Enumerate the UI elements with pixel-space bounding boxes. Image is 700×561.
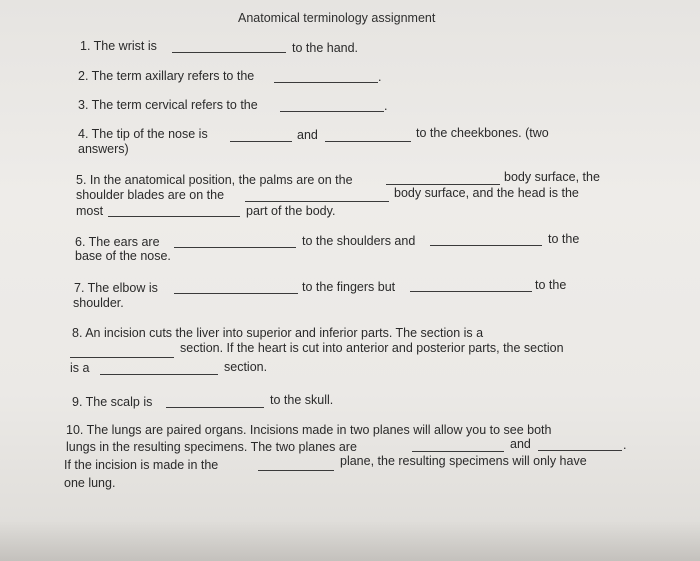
q1-text-end: to the hand. bbox=[292, 41, 359, 55]
q8-line2: section. If the heart is cut into anterior and posterior parts, the section bbox=[180, 341, 564, 355]
q5-line2-end: body surface, and the head is the bbox=[394, 186, 579, 200]
q6-text-to-the: to the bbox=[548, 232, 580, 246]
q10-blank-2[interactable] bbox=[538, 450, 622, 451]
q5-blank-1[interactable] bbox=[386, 184, 500, 185]
q8-blank-2[interactable] bbox=[100, 374, 218, 375]
q4-text-mid: to the cheekbones. (two bbox=[416, 126, 549, 140]
q3-blank[interactable] bbox=[280, 111, 384, 112]
q7-text-start: 7. The elbow is bbox=[74, 281, 158, 295]
q10-blank-1[interactable] bbox=[412, 451, 504, 452]
q10-line4: one lung. bbox=[64, 476, 116, 490]
q5-line3: most bbox=[76, 204, 104, 218]
q6-blank-1[interactable] bbox=[174, 247, 296, 248]
q5-blank-2[interactable] bbox=[245, 201, 389, 202]
q5-line3-end: part of the body. bbox=[246, 204, 336, 218]
q10-line3-start: If the incision is made in the bbox=[64, 458, 219, 472]
q4-blank-2[interactable] bbox=[325, 141, 411, 142]
q7-text-end: shoulder. bbox=[73, 296, 124, 310]
q8-line3-end: section. bbox=[224, 360, 268, 374]
q3-period: . bbox=[384, 99, 388, 113]
q7-blank-2[interactable] bbox=[410, 291, 532, 292]
q10-line2: lungs in the resulting specimens. The two planes are bbox=[66, 440, 357, 454]
q2-blank[interactable] bbox=[274, 82, 378, 83]
q6-text-start: 6. The ears are bbox=[75, 235, 160, 249]
q8-line3-start: is a bbox=[70, 361, 90, 375]
assignment-title: Anatomical terminology assignment bbox=[238, 11, 436, 25]
q3-text: 3. The term cervical refers to the bbox=[78, 98, 258, 112]
q1-text-start: 1. The wrist is bbox=[80, 39, 157, 53]
q8-blank-1[interactable] bbox=[70, 357, 174, 358]
q5-line2: shoulder blades are on the bbox=[76, 188, 225, 202]
q2-period: . bbox=[378, 70, 382, 84]
q8-line1: 8. An incision cuts the liver into superior and inferior parts. The section is a bbox=[72, 326, 484, 340]
q9-text-end: to the skull. bbox=[270, 393, 334, 407]
q6-text-mid: to the shoulders and bbox=[302, 234, 416, 248]
q4-text-end: answers) bbox=[78, 142, 129, 156]
q7-text-to-the: to the bbox=[535, 278, 567, 292]
q4-text-start: 4. The tip of the nose is bbox=[78, 127, 208, 141]
q4-text-and: and bbox=[297, 128, 318, 142]
q4-blank-1[interactable] bbox=[230, 141, 292, 142]
q10-period: . bbox=[623, 438, 627, 452]
q10-line3-end: plane, the resulting specimens will only have bbox=[340, 454, 587, 468]
q6-text-end: base of the nose. bbox=[75, 249, 171, 263]
q9-blank[interactable] bbox=[166, 407, 264, 408]
paper-shadow bbox=[0, 520, 700, 561]
q7-blank-1[interactable] bbox=[174, 293, 298, 294]
q5-line1: 5. In the anatomical position, the palms are on the bbox=[76, 173, 353, 187]
q1-blank[interactable] bbox=[172, 52, 286, 53]
q10-blank-3[interactable] bbox=[258, 470, 334, 471]
q7-text-mid: to the fingers but bbox=[302, 280, 396, 294]
q10-text-and: and bbox=[510, 437, 531, 451]
q2-text: 2. The term axillary refers to the bbox=[78, 69, 255, 83]
q10-line1: 10. The lungs are paired organs. Incisions made in two planes will allow you to see both bbox=[66, 423, 552, 437]
q9-text-start: 9. The scalp is bbox=[72, 395, 153, 409]
q5-blank-3[interactable] bbox=[108, 216, 240, 217]
q6-blank-2[interactable] bbox=[430, 245, 542, 246]
q5-line1-end: body surface, the bbox=[504, 170, 600, 184]
